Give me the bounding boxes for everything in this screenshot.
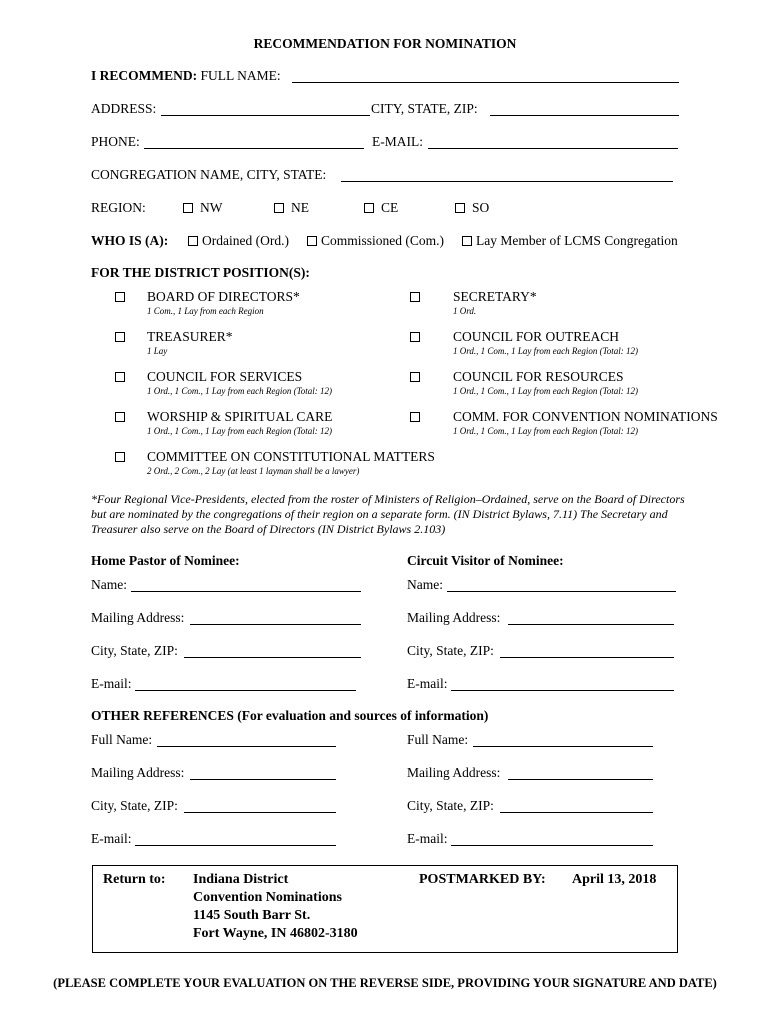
ref2-name-label: Full Name: [407,732,469,747]
page-title: RECOMMENDATION FOR NOMINATION [253,36,517,51]
pastor-csz-label: City, State, ZIP: [91,643,178,658]
visitor-mailing-field[interactable] [508,624,674,625]
pastor-email-label: E-mail: [91,676,132,691]
constitutional-matters-label: COMMITTEE ON CONSTITUTIONAL MATTERS [147,449,435,464]
pastor-csz-field[interactable] [184,657,361,658]
footnote: *Four Regional Vice-Presidents, elected from the roster of Ministers of Religion–Ordained, serve on the Board of Directors but are nominated by the congregations of their region on a separate form. (IN District Bylaws, 7.11) The Secretary and Treasurer also serve on the Board of Directors (IN District Bylaws 2.103) [91,492,685,536]
council-for-resources-label: COUNCIL FOR RESOURCES [453,369,624,384]
who-is-label: WHO IS (A): [91,233,169,248]
region-label: REGION: [91,200,146,215]
worship-spiritual-care-checkbox[interactable] [115,412,125,422]
phone-label: PHONE: [91,134,140,149]
constitutional-matters-note: 2 Ord., 2 Com., 2 Lay (at least 1 layman shall be a lawyer) [147,466,360,476]
lay-member-checkbox[interactable] [462,236,472,246]
board-of-directors-label: BOARD OF DIRECTORS* [147,289,300,304]
postmarked-label: POSTMARKED BY: [419,872,546,887]
city-state-zip-field[interactable] [490,115,679,116]
constitutional-matters-checkbox[interactable] [115,452,125,462]
visitor-csz-field[interactable] [500,657,674,658]
recommend-label: I RECOMMEND: [91,68,198,83]
ref1-name-label: Full Name: [91,732,153,747]
region-ce-label: CE [381,200,399,215]
region-so-label: SO [472,200,490,215]
visitor-name-label: Name: [407,577,443,592]
pastor-email-field[interactable] [135,690,356,691]
council-for-services-label: COUNCIL FOR SERVICES [147,369,303,384]
ref2-mailing-field[interactable] [508,779,653,780]
ordained-checkbox[interactable] [188,236,198,246]
treasurer-checkbox[interactable] [115,332,125,342]
visitor-email-label: E-mail: [407,676,448,691]
pastor-mailing-label: Mailing Address: [91,610,185,625]
secretary-checkbox[interactable] [410,292,420,302]
circuit-visitor-heading: Circuit Visitor of Nominee: [407,553,564,568]
worship-spiritual-care-note: 1 Ord., 1 Com., 1 Lay from each Region (Total: 12) [147,426,332,436]
ordained-label: Ordained (Ord.) [202,233,289,248]
visitor-name-field[interactable] [447,591,676,592]
other-references-heading: OTHER REFERENCES (For evaluation and sources of information) [91,708,489,723]
region-nw-checkbox[interactable] [183,203,193,213]
ref2-csz-label: City, State, ZIP: [407,798,494,813]
lay-member-label: Lay Member of LCMS Congregation [476,233,678,248]
ref1-email-field[interactable] [135,845,336,846]
ref1-csz-label: City, State, ZIP: [91,798,178,813]
council-for-outreach-label: COUNCIL FOR OUTREACH [453,329,620,344]
council-for-services-note: 1 Ord., 1 Com., 1 Lay from each Region (Total: 12) [147,386,332,396]
full-name-label [91,68,281,84]
visitor-mailing-label: Mailing Address: [407,610,501,625]
ref1-csz-field[interactable] [184,812,336,813]
ref1-mailing-label: Mailing Address: [91,765,185,780]
worship-spiritual-care-label: WORSHIP & SPIRITUAL CARE [147,409,333,424]
return-line-3: 1145 South Barr St. [193,908,311,923]
ref2-name-field[interactable] [473,746,653,747]
region-so-checkbox[interactable] [455,203,465,213]
convention-nominations-label: COMM. FOR CONVENTION NOMINATIONS [453,409,718,424]
ref2-mailing-label: Mailing Address: [407,765,501,780]
pastor-name-label: Name: [91,577,127,592]
city-state-zip-label: CITY, STATE, ZIP: [371,101,478,116]
return-line-4: Fort Wayne, IN 46802-3180 [193,926,358,941]
return-line-2: Convention Nominations [193,890,342,905]
council-for-outreach-checkbox[interactable] [410,332,420,342]
region-ne-label: NE [291,200,309,215]
ref2-email-field[interactable] [451,845,653,846]
return-to-label: Return to: [103,872,166,887]
visitor-email-field[interactable] [451,690,674,691]
phone-field[interactable] [144,148,364,149]
board-of-directors-note: 1 Com., 1 Lay from each Region [147,306,264,316]
bottom-note: (PLEASE COMPLETE YOUR EVALUATION ON THE REVERSE SIDE, PROVIDING YOUR SIGNATURE AND DATE) [53,976,717,990]
home-pastor-heading: Home Pastor of Nominee: [91,553,240,568]
email-field[interactable] [428,148,678,149]
ref1-email-label: E-mail: [91,831,132,846]
pastor-mailing-field[interactable] [190,624,361,625]
congregation-field[interactable] [341,181,673,182]
council-for-outreach-note: 1 Ord., 1 Com., 1 Lay from each Region (Total: 12) [453,346,638,356]
ref2-csz-field[interactable] [500,812,653,813]
secretary-label: SECRETARY* [453,289,537,304]
council-for-services-checkbox[interactable] [115,372,125,382]
pastor-name-field[interactable] [131,591,361,592]
address-label: ADDRESS: [91,101,157,116]
full-name-text: FULL NAME: [200,68,281,83]
positions-heading: FOR THE DISTRICT POSITION(S): [91,265,310,280]
region-ne-checkbox[interactable] [274,203,284,213]
treasurer-note: 1 Lay [147,346,168,356]
address-field[interactable] [161,115,370,116]
return-line-1: Indiana District [193,872,289,887]
congregation-label: CONGREGATION NAME, CITY, STATE: [91,167,327,182]
council-for-resources-checkbox[interactable] [410,372,420,382]
treasurer-label: TREASURER* [147,329,233,344]
full-name-field[interactable] [292,82,679,83]
convention-nominations-checkbox[interactable] [410,412,420,422]
secretary-note: 1 Ord. [453,306,477,316]
region-nw-label: NW [200,200,223,215]
region-ce-checkbox[interactable] [364,203,374,213]
ref1-mailing-field[interactable] [190,779,336,780]
commissioned-checkbox[interactable] [307,236,317,246]
ref2-email-label: E-mail: [407,831,448,846]
postmarked-date: April 13, 2018 [572,872,657,887]
board-of-directors-checkbox[interactable] [115,292,125,302]
ref1-name-field[interactable] [157,746,336,747]
visitor-csz-label: City, State, ZIP: [407,643,494,658]
council-for-resources-note: 1 Ord., 1 Com., 1 Lay from each Region (Total: 12) [453,386,638,396]
convention-nominations-note: 1 Ord., 1 Com., 1 Lay from each Region (Total: 12) [453,426,638,436]
commissioned-label: Commissioned (Com.) [321,233,445,248]
email-label: E-MAIL: [372,134,423,149]
